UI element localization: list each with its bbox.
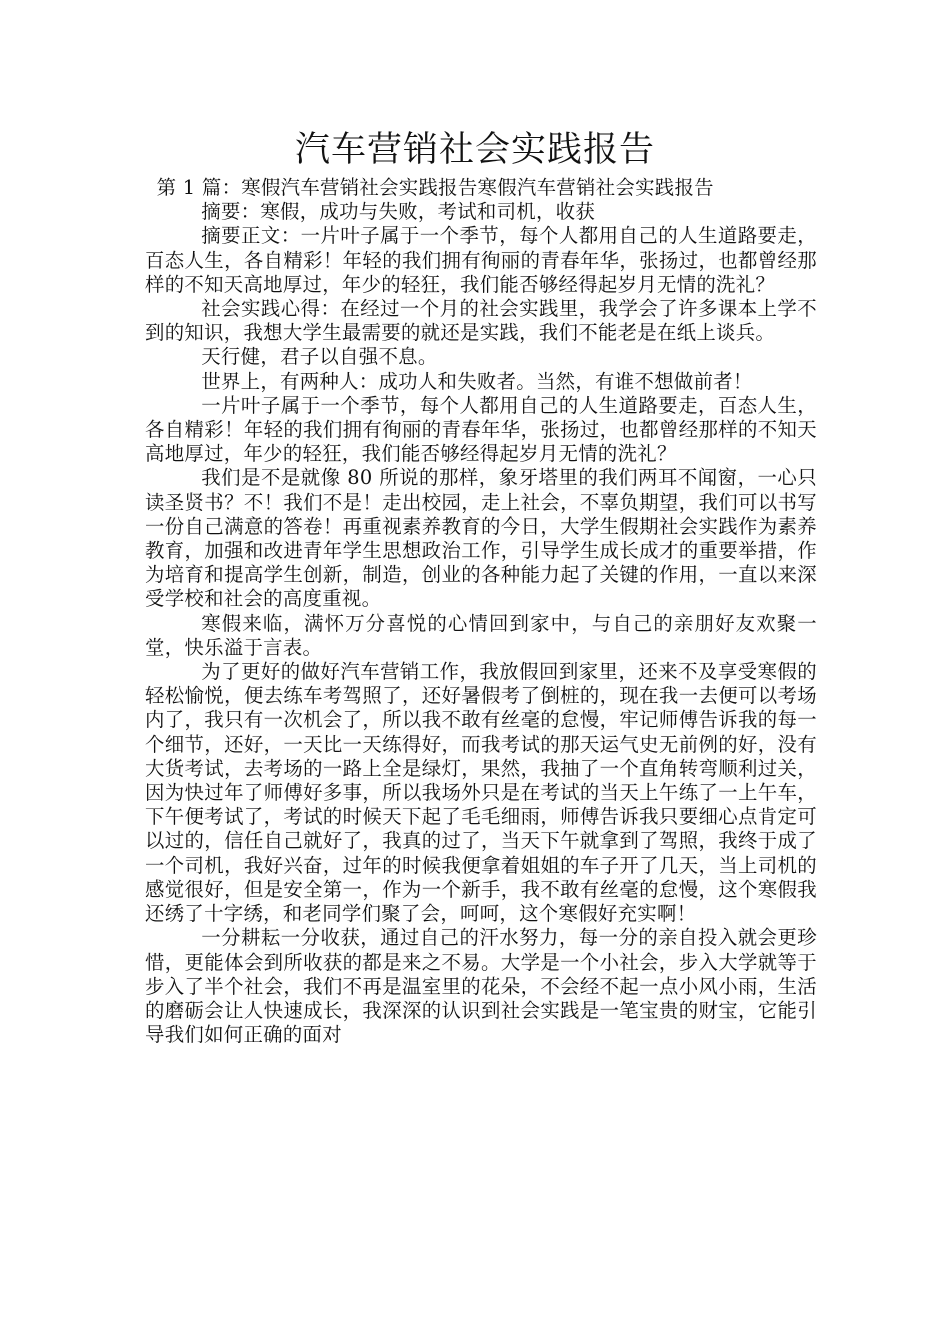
leaf-paragraph: 一片叶子属于一个季节，每个人都用自己的人生道路要走，百态人生，各自精彩！年轻的我们拥有徇丽的青春年华，张扬过，也都曾经那样的不知天高地厚过，年少的轻狂，我们能否够经得起岁月无情的洗礼？ xyxy=(145,393,817,466)
ivory-tower-paragraph: 我们是不是就像 80 所说的那样，象牙塔里的我们两耳不闻窗，一心只读圣贤书？不！我们不是！走出校园，走上社会，不辜负期望，我们可以书写一份自己满意的答卷！再重视素养教育的今日，大学生假期社会实践作为素养教育，加强和改进青年学生思想政治工作，引导学生成长成才的重要举措，作为培育和提高学生创新，制造，创业的各种能力起了关键的作用，一直以来深受学校和社会的高度重视。 xyxy=(145,466,817,611)
abstract-text: 摘要正文：一片叶子属于一个季节，每个人都用自己的人生道路要走，百态人生，各自精彩！年轻的我们拥有徇丽的青春年华，张扬过，也都曾经那样的不知天高地厚过，年少的轻狂，我们能否够经得起岁月无情的洗礼？ xyxy=(145,224,817,296)
winter-break-paragraph: 寒假来临，满怀万分喜悦的心情回到家中，与自己的亲朋好友欢聚一堂，快乐溢于言表。 xyxy=(145,611,817,659)
document-body xyxy=(145,176,817,1047)
practice-insight: 社会实践心得：在经过一个月的社会实践里，我学会了许多课本上学不到的知识，我想大学生最需要的就还是实践，我们不能老是在纸上谈兵。 xyxy=(145,297,817,345)
quote-paragraph: 天行健，君子以自强不息。 xyxy=(201,345,438,369)
two-kinds-paragraph: 世界上，有两种人：成功人和失败者。当然，有谁不想做前者！ xyxy=(201,369,753,393)
driving-test-paragraph: 为了更好的做好汽车营销工作，我放假回到家里，还来不及享受寒假的轻松愉悦，便去练车考驾照了，还好暑假考了倒桩的，现在我一去便可以考场内了，我只有一次机会了，所以我不敢有丝毫的怠慢，牢记师傅告诉我的每一个细节，还好，一天比一天练得好，而我考试的那天运气史无前例的好，没有大货考试，去考场的一路上全是绿灯，果然，我抽了一个直角转弯顺利过关，因为快过年了师傅好多事，所以我场外只是在考试的当天上午练了一上午车，下午便考试了，考试的时候天下起了毛毛细雨，师傅告诉我只要细心点肯定可以过的，信任自己就好了，我真的过了，当天下午就拿到了驾照，我终于成了一个司机，我好兴奋，过年的时候我便拿着姐姐的车子开了几天，当上司机的感觉很好，但是安全第一，作为一个新手，我不敢有丝毫的怠慢，这个寒假我还绣了十字绣，和老同学们聚了会，呵呵，这个寒假好充实啊！ xyxy=(145,660,817,926)
abstract-keywords: 摘要：寒假，成功与失败，考试和司机，收获 xyxy=(201,200,596,224)
document-title: 汽车营销社会实践报告 xyxy=(294,130,655,170)
harvest-paragraph: 一分耕耘一分收获，通过自己的汗水努力，每一分的亲自投入就会更珍惜，更能体会到所收获的都是来之不易。大学是一个小社会，步入大学就等于步入了半个社会，我们不再是温室里的花朵，不会经不起一点小风小雨，生活的磨砺会让人快速成长，我深深的认识到社会实践是一笔宝贵的财宝，它能引导我们如何正确的面对 xyxy=(145,926,817,1047)
chapter-heading: 第 1 篇：寒假汽车营销社会实践报告寒假汽车营销社会实践报告 xyxy=(156,176,714,199)
